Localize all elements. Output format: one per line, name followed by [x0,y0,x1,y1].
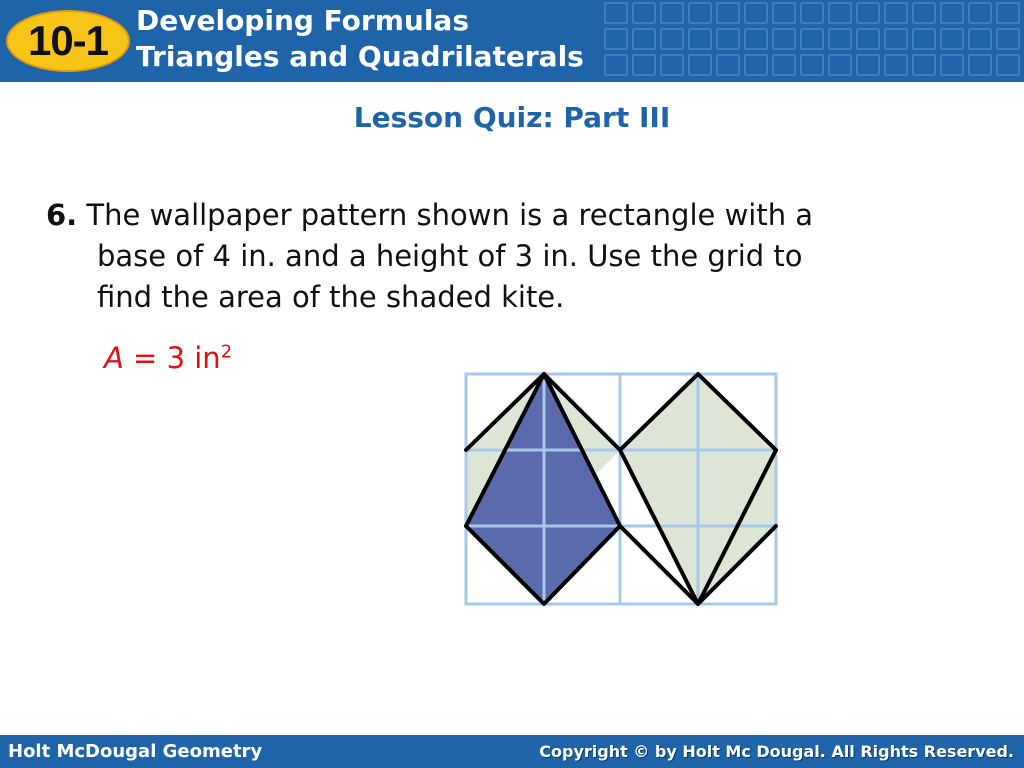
header-grid-cell [772,2,796,24]
header-grid-cell [688,28,712,50]
page-title: Lesson Quiz: Part III [353,101,671,134]
question-line-2: base of 4 in. and a height of 3 in. Use the grid to [97,239,803,273]
header-grid-cell [800,2,824,24]
header-grid-cell [940,2,964,24]
header-grid-cell [996,2,1020,24]
header-grid-cell [884,28,908,50]
copyright-notice: Copyright © by Holt Mc Dougal. All Rights Reserved. [539,742,1014,761]
header-grid-cell [688,54,712,76]
header-grid-cell [632,2,656,24]
header-grid-cell [912,28,936,50]
header-grid-cell [744,2,768,24]
header-grid-cell [632,28,656,50]
header-grid-cell [828,54,852,76]
header-grid-cell [996,28,1020,50]
header-grid-cell [940,54,964,76]
header-grid-cell [856,2,880,24]
header-grid-cell [660,28,684,50]
answer-variable: A [104,341,124,375]
lesson-badge [6,10,130,72]
header-grid-cell [744,54,768,76]
header-grid-cell [800,28,824,50]
footer-bar [0,735,1024,768]
header-grid-cell [828,28,852,50]
header-grid-pattern [600,0,1024,82]
lesson-number: 10-1 [27,17,109,64]
header-grid-cell [716,2,740,24]
header-grid-cell [604,54,628,76]
header-grid-cell [660,2,684,24]
header-grid-cell [968,28,992,50]
header-grid-cell [604,28,628,50]
header-grid-cell [912,54,936,76]
question-line-3: find the area of the shaded kite. [97,280,565,314]
question-line-1-text: The wallpaper pattern shown is a rectangle with a [86,198,814,232]
question-line-1 [46,195,976,236]
header-grid-cell [772,54,796,76]
header-grid-cell [632,54,656,76]
answer [104,338,232,378]
answer-exponent: 2 [220,341,233,363]
question-number: 6. [46,198,78,232]
answer-value: = 3 in [123,341,221,375]
lesson-title-line2: Triangles and Quadrilaterals [136,40,584,73]
header-grid-cell [772,28,796,50]
header-grid-cell [968,54,992,76]
header-grid-cell [800,54,824,76]
header-grid-cell [968,2,992,24]
publisher-name: Holt McDougal Geometry [8,741,263,762]
header-grid-cell [828,2,852,24]
header-grid-cell [660,54,684,76]
header-grid-cell [716,28,740,50]
question-text [46,195,976,318]
header-grid-cell [716,54,740,76]
header-grid-cell [688,2,712,24]
header-grid-cell [856,28,880,50]
header-grid-cell [744,28,768,50]
header-grid-cell [996,54,1020,76]
header-bar [0,0,1024,82]
lesson-title-line1: Developing Formulas [136,4,469,37]
header-grid-cell [884,2,908,24]
header-grid-cell [604,2,628,24]
header-grid-cell [940,28,964,50]
header-grid-cell [912,2,936,24]
header-grid-cell [884,54,908,76]
header-grid-cell [856,54,880,76]
wallpaper-kite-diagram [460,368,784,614]
